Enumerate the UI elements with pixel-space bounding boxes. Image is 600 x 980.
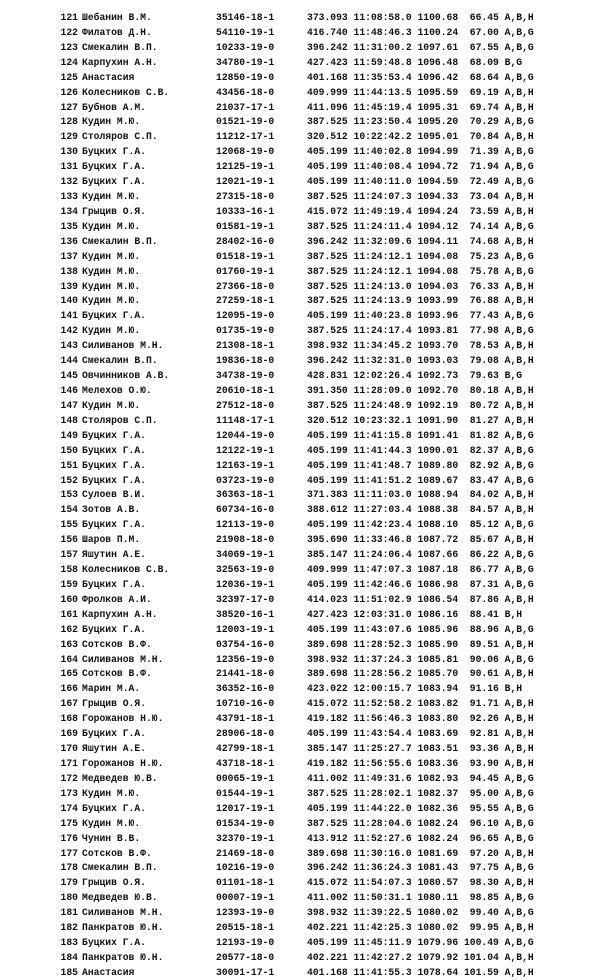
code-cell: 01735-19-0 <box>216 325 275 337</box>
rank-cell: 171 <box>60 758 78 769</box>
rank-cell: 136 <box>60 235 78 247</box>
values-cell: 409.999 11:44:13.5 1095.59 69.19 A,B,H <box>307 86 534 98</box>
name-cell: Буцких Г.А. <box>82 429 146 441</box>
name-cell: Буцких Г.А. <box>82 937 146 949</box>
name-cell: Буцких Г.А. <box>82 519 146 531</box>
name-cell: Буцких Г.А. <box>82 459 146 471</box>
code-cell: 10710-16-0 <box>216 698 275 710</box>
values-cell: 396.242 11:32:09.6 1094.11 74.68 A,B,H <box>307 235 534 247</box>
rank-cell: 185 <box>60 966 78 978</box>
rank-cell: 149 <box>60 429 78 441</box>
values-cell: 423.022 12:00:15.7 1083.94 91.16 B,H <box>307 683 523 695</box>
name-cell: Панкратов Ю.Н. <box>82 951 164 963</box>
code-cell: 12068-19-0 <box>216 146 275 158</box>
values-cell: 387.525 11:24:07.3 1094.33 73.04 A,B,H <box>307 191 534 203</box>
code-cell: 21037-17-1 <box>216 101 275 113</box>
rank-cell: 175 <box>60 817 78 829</box>
values-cell: 405.199 11:43:54.4 1083.69 92.81 A,B,H <box>307 728 534 740</box>
code-cell: 12003-19-1 <box>216 623 275 635</box>
values-cell: 405.199 11:40:11.0 1094.59 72.49 A,B,G <box>307 176 534 188</box>
name-cell: Кудин М.Ю. <box>82 787 141 799</box>
code-cell: 34780-19-1 <box>216 56 275 68</box>
code-cell: 10333-16-1 <box>216 205 275 217</box>
code-cell: 11148-17-1 <box>216 414 275 426</box>
name-cell: Шебанин В.М. <box>82 12 152 23</box>
code-cell: 01101-18-1 <box>216 877 275 889</box>
name-cell: Смекалин В.П. <box>82 355 158 367</box>
values-cell: 405.199 11:44:22.0 1082.36 95.55 A,B,G <box>307 802 534 814</box>
rank-cell: 130 <box>60 146 78 158</box>
name-cell: Зотов А.В. <box>82 504 141 516</box>
rank-cell: 164 <box>60 653 78 665</box>
values-cell: 389.698 11:30:16.0 1081.69 97.20 A,B,H <box>307 847 534 859</box>
rank-cell: 125 <box>60 71 78 83</box>
code-cell: 30091-17-1 <box>216 966 275 978</box>
code-cell: 21441-18-0 <box>216 668 275 680</box>
rank-cell: 132 <box>60 176 78 188</box>
name-cell: Смекалин В.П. <box>82 862 158 874</box>
name-cell: Чунин В.В. <box>82 832 141 844</box>
rank-cell: 151 <box>60 459 78 471</box>
name-cell: Кудин М.Ю. <box>82 399 141 411</box>
code-cell: 00007-19-1 <box>216 892 275 904</box>
values-cell: 427.423 12:03:31.0 1086.16 88.41 B,H <box>307 608 523 620</box>
rank-cell: 174 <box>60 802 78 814</box>
values-cell: 415.072 11:54:07.3 1080.57 98.30 A,B,H <box>307 877 534 889</box>
code-cell: 27366-18-0 <box>216 280 275 292</box>
name-cell: Анастасия <box>82 71 135 83</box>
values-cell: 387.525 11:24:17.4 1093.81 77.98 A,B,G <box>307 325 534 337</box>
rank-cell: 183 <box>60 937 78 949</box>
values-cell: 387.525 11:23:50.4 1095.20 70.29 A,B,G <box>307 116 534 128</box>
values-cell: 411.002 11:50:31.1 1080.11 98.85 A,B,G <box>307 892 534 904</box>
name-cell: Кудин М.Ю. <box>82 295 141 307</box>
rank-cell: 140 <box>60 295 78 307</box>
name-cell: Кудин М.Ю. <box>82 220 141 232</box>
values-cell: 387.525 11:28:02.1 1082.37 95.00 A,B,G <box>307 787 534 799</box>
values-cell: 405.199 11:43:07.6 1085.96 88.96 A,B,G <box>307 623 534 635</box>
code-cell: 42799-18-1 <box>216 743 275 755</box>
name-cell: Кудин М.Ю. <box>82 191 141 203</box>
name-cell: Панкратов Ю.Н. <box>82 922 164 934</box>
values-cell: 385.147 11:25:27.7 1083.51 93.36 A,B,H <box>307 743 534 755</box>
rank-cell: 157 <box>60 549 78 561</box>
name-cell: Буцких Г.А. <box>82 444 146 456</box>
values-cell: 419.182 11:56:46.3 1083.80 92.26 A,B,H <box>307 713 534 725</box>
values-cell: 401.168 11:35:53.4 1096.42 68.64 A,B,G <box>307 71 534 83</box>
rank-cell: 182 <box>60 922 78 934</box>
name-cell: Буцких Г.А. <box>82 474 146 486</box>
name-cell: Столяров С.П. <box>82 414 158 426</box>
values-cell: 402.221 11:42:25.3 1080.02 99.95 A,B,H <box>307 922 534 934</box>
rank-cell: 177 <box>60 847 78 859</box>
code-cell: 27315-18-0 <box>216 191 275 203</box>
rank-cell: 122 <box>60 26 78 38</box>
name-cell: Буцких Г.А. <box>82 161 146 173</box>
rank-cell: 142 <box>60 325 78 337</box>
name-cell: Грыцив О.Я. <box>82 877 146 889</box>
name-cell: Колесников С.В. <box>82 564 170 576</box>
code-cell: 43718-18-1 <box>216 758 275 769</box>
code-cell: 34738-19-0 <box>216 370 275 382</box>
code-cell: 03723-19-0 <box>216 474 275 486</box>
rank-cell: 170 <box>60 743 78 755</box>
rank-cell: 141 <box>60 310 78 322</box>
name-cell: Грыцив О.Я. <box>82 698 146 710</box>
code-cell: 19836-18-0 <box>216 355 275 367</box>
values-cell: 409.999 11:47:07.3 1087.18 86.77 A,B,G <box>307 564 534 576</box>
values-cell: 389.698 11:28:56.2 1085.70 90.61 A,B,H <box>307 668 534 680</box>
rank-cell: 147 <box>60 399 78 411</box>
code-cell: 32563-19-0 <box>216 564 275 576</box>
name-cell: Силиванов М.Н. <box>82 340 164 352</box>
values-cell: 396.242 11:32:31.0 1093.03 79.08 A,B,H <box>307 355 534 367</box>
name-cell: Силиванов М.Н. <box>82 653 164 665</box>
code-cell: 12095-19-0 <box>216 310 275 322</box>
rank-cell: 150 <box>60 444 78 456</box>
values-cell: 405.199 11:41:51.2 1089.67 83.47 A,B,G <box>307 474 534 486</box>
rank-cell: 165 <box>60 668 78 680</box>
rank-cell: 154 <box>60 504 78 516</box>
rank-cell: 138 <box>60 265 78 277</box>
code-cell: 21469-18-0 <box>216 847 275 859</box>
name-cell: Столяров С.П. <box>82 131 158 143</box>
rank-cell: 173 <box>60 787 78 799</box>
code-cell: 12122-19-1 <box>216 444 275 456</box>
rank-cell: 153 <box>60 489 78 501</box>
rank-cell: 160 <box>60 593 78 605</box>
code-cell: 20577-18-0 <box>216 951 275 963</box>
name-cell: Фролков А.И. <box>82 593 152 605</box>
values-cell: 416.740 11:48:46.3 1100.24 67.00 A,B,G <box>307 26 534 38</box>
name-cell: Яшутин А.Е. <box>82 549 146 561</box>
values-cell: 414.023 11:51:02.9 1086.54 87.86 A,B,H <box>307 593 534 605</box>
rank-cell: 143 <box>60 340 78 352</box>
values-cell: 405.199 11:45:11.9 1079.96 100.49 A,B,G <box>307 937 534 949</box>
code-cell: 43456-18-0 <box>216 86 275 98</box>
name-cell: Медведев Ю.В. <box>82 772 158 784</box>
rank-cell: 127 <box>60 101 78 113</box>
rank-cell: 158 <box>60 564 78 576</box>
rank-cell: 134 <box>60 205 78 217</box>
name-cell: Кудин М.Ю. <box>82 817 141 829</box>
code-cell: 12036-19-1 <box>216 578 275 590</box>
rank-cell: 129 <box>60 131 78 143</box>
values-cell: 389.698 11:28:52.3 1085.90 89.51 A,B,H <box>307 638 534 650</box>
values-cell: 387.525 11:24:48.9 1092.19 80.72 A,B,H <box>307 399 534 411</box>
code-cell: 20610-18-1 <box>216 385 275 396</box>
code-cell: 12021-19-1 <box>216 176 275 188</box>
values-cell: 405.199 11:40:02.8 1094.99 71.39 A,B,G <box>307 146 534 158</box>
code-cell: 38520-16-1 <box>216 608 275 620</box>
code-cell: 10233-19-0 <box>216 41 275 53</box>
name-cell: Сотсков В.Ф. <box>82 668 152 680</box>
rank-cell: 148 <box>60 414 78 426</box>
rank-cell: 166 <box>60 683 78 695</box>
code-cell: 00065-19-1 <box>216 772 275 784</box>
values-cell: 398.932 11:34:45.2 1093.70 78.53 A,B,H <box>307 340 534 352</box>
values-cell: 373.093 11:08:58.0 1100.68 66.45 A,B,H <box>307 12 534 23</box>
code-cell: 35146-18-1 <box>216 12 275 23</box>
values-cell: 402.221 11:42:27.2 1079.92 101.04 A,B,H <box>307 951 534 963</box>
name-cell: Буцких Г.А. <box>82 728 146 740</box>
code-cell: 12017-19-1 <box>216 802 275 814</box>
rank-cell: 145 <box>60 370 78 382</box>
values-cell: 387.525 11:28:04.6 1082.24 96.10 A,B,G <box>307 817 534 829</box>
name-cell: Буцких Г.А. <box>82 310 146 322</box>
name-cell: Горожанов Н.Ю. <box>82 758 164 769</box>
values-cell: 387.525 11:24:12.1 1094.08 75.23 A,B,G <box>307 250 534 262</box>
name-cell: Карпухин А.Н. <box>82 56 158 68</box>
code-cell: 12393-19-0 <box>216 907 275 919</box>
values-cell: 391.350 11:28:09.0 1092.70 80.18 A,B,H <box>307 385 534 396</box>
code-cell: 03754-16-0 <box>216 638 275 650</box>
values-cell: 405.199 11:42:23.4 1088.10 85.12 A,B,G <box>307 519 534 531</box>
code-cell: 21308-18-1 <box>216 340 275 352</box>
values-cell: 385.147 11:24:06.4 1087.66 86.22 A,B,G <box>307 549 534 561</box>
values-cell: 371.383 11:11:03.0 1088.94 84.02 A,B,H <box>307 489 534 501</box>
values-cell: 320.512 10:23:32.1 1091.90 81.27 A,B,H <box>307 414 534 426</box>
code-cell: 12163-19-1 <box>216 459 275 471</box>
name-cell: Медведев Ю.В. <box>82 892 158 904</box>
name-cell: Буцких Г.А. <box>82 802 146 814</box>
name-cell: Шаров П.М. <box>82 534 141 546</box>
values-cell: 415.072 11:49:19.4 1094.24 73.59 A,B,H <box>307 205 534 217</box>
name-cell: Анастасия <box>82 966 135 978</box>
rank-cell: 168 <box>60 713 78 725</box>
values-cell: 320.512 10:22:42.2 1095.01 70.84 A,B,H <box>307 131 534 143</box>
rank-cell: 163 <box>60 638 78 650</box>
rank-cell: 126 <box>60 86 78 98</box>
rank-cell: 178 <box>60 862 78 874</box>
name-cell: Мелехов О.Ю. <box>82 385 152 396</box>
code-cell: 54110-19-1 <box>216 26 275 38</box>
rank-cell: 161 <box>60 608 78 620</box>
values-cell: 387.525 11:24:12.1 1094.08 75.78 A,B,G <box>307 265 534 277</box>
code-cell: 01581-19-1 <box>216 220 275 232</box>
name-cell: Сулоев В.И. <box>82 489 146 501</box>
rank-cell: 137 <box>60 250 78 262</box>
name-cell: Грыцив О.Я. <box>82 205 146 217</box>
code-cell: 20515-18-1 <box>216 922 275 934</box>
values-cell: 405.199 11:42:46.6 1086.98 87.31 A,B,G <box>307 578 534 590</box>
values-cell: 413.912 11:52:27.6 1082.24 96.65 A,B,G <box>307 832 534 844</box>
code-cell: 10216-19-0 <box>216 862 275 874</box>
name-cell: Карпухин А.Н. <box>82 608 158 620</box>
code-cell: 12850-19-0 <box>216 71 275 83</box>
values-cell: 427.423 11:59:48.8 1096.48 68.09 B,G <box>307 56 523 68</box>
code-cell: 32397-17-0 <box>216 593 275 605</box>
code-cell: 01534-19-0 <box>216 817 275 829</box>
name-cell: Кудин М.Ю. <box>82 116 141 128</box>
values-cell: 388.612 11:27:03.4 1088.38 84.57 A,B,H <box>307 504 534 516</box>
rank-cell: 131 <box>60 161 78 173</box>
values-cell: 405.199 11:40:23.8 1093.96 77.43 A,B,G <box>307 310 534 322</box>
rank-cell: 179 <box>60 877 78 889</box>
rank-cell: 180 <box>60 892 78 904</box>
name-cell: Марин М.А. <box>82 683 141 695</box>
name-cell: Смекалин В.П. <box>82 235 158 247</box>
rank-cell: 146 <box>60 385 78 396</box>
name-cell: Бубнов А.М. <box>82 101 146 113</box>
code-cell: 11212-17-1 <box>216 131 275 143</box>
rank-cell: 181 <box>60 907 78 919</box>
code-cell: 12044-19-0 <box>216 429 275 441</box>
name-cell: Кудин М.Ю. <box>82 265 141 277</box>
code-cell: 32370-19-1 <box>216 832 275 844</box>
code-cell: 34069-19-1 <box>216 549 275 561</box>
name-cell: Колесников С.В. <box>82 86 170 98</box>
code-cell: 27259-18-1 <box>216 295 275 307</box>
rank-cell: 124 <box>60 56 78 68</box>
code-cell: 12125-19-1 <box>216 161 275 173</box>
name-cell: Кудин М.Ю. <box>82 280 141 292</box>
code-cell: 01544-19-1 <box>216 787 275 799</box>
code-cell: 43791-18-1 <box>216 713 275 725</box>
rank-cell: 139 <box>60 280 78 292</box>
name-cell: Яшутин А.Е. <box>82 743 146 755</box>
values-cell: 405.199 11:40:08.4 1094.72 71.94 A,B,G <box>307 161 534 173</box>
values-cell: 411.002 11:49:31.6 1082.93 94.45 A,B,G <box>307 772 534 784</box>
values-cell: 428.831 12:02:26.4 1092.73 79.63 B,G <box>307 370 523 382</box>
rank-cell: 123 <box>60 41 78 53</box>
values-cell: 396.242 11:31:00.2 1097.61 67.55 A,B,G <box>307 41 534 53</box>
values-cell: 395.690 11:33:46.8 1087.72 85.67 A,B,H <box>307 534 534 546</box>
rank-cell: 159 <box>60 578 78 590</box>
rank-cell: 156 <box>60 534 78 546</box>
code-cell: 36363-18-1 <box>216 489 275 501</box>
name-cell: Горожанов Н.Ю. <box>82 713 164 725</box>
code-cell: 36352-16-0 <box>216 683 275 695</box>
name-cell: Сотсков В.Ф. <box>82 638 152 650</box>
rank-cell: 121 <box>60 12 78 23</box>
code-cell: 12113-19-0 <box>216 519 275 531</box>
code-cell: 12193-19-0 <box>216 937 275 949</box>
values-cell: 415.072 11:52:58.2 1083.82 91.71 A,B,H <box>307 698 534 710</box>
values-cell: 405.199 11:41:44.3 1090.01 82.37 A,B,G <box>307 444 534 456</box>
code-cell: 27512-18-0 <box>216 399 275 411</box>
name-cell: Буцких Г.А. <box>82 623 146 635</box>
name-cell: Буцких Г.А. <box>82 578 146 590</box>
name-cell: Кудин М.Ю. <box>82 250 141 262</box>
rank-cell: 184 <box>60 951 78 963</box>
name-cell: Филатов Д.Н. <box>82 26 152 38</box>
values-cell: 398.932 11:37:24.3 1085.81 90.06 A,B,G <box>307 653 534 665</box>
rank-cell: 176 <box>60 832 78 844</box>
name-cell: Буцких Г.А. <box>82 176 146 188</box>
values-cell: 401.168 11:41:55.3 1078.64 101.59 A,B,H <box>307 966 534 978</box>
rank-cell: 172 <box>60 772 78 784</box>
values-cell: 387.525 11:24:13.0 1094.03 76.33 A,B,H <box>307 280 534 292</box>
code-cell: 01518-19-1 <box>216 250 275 262</box>
code-cell: 60734-16-0 <box>216 504 275 516</box>
rank-cell: 155 <box>60 519 78 531</box>
code-cell: 12356-19-0 <box>216 653 275 665</box>
values-cell: 411.096 11:45:19.4 1095.31 69.74 A,B,H <box>307 101 534 113</box>
code-cell: 21908-18-0 <box>216 534 275 546</box>
values-cell: 387.525 11:24:13.9 1093.99 76.88 A,B,H <box>307 295 534 307</box>
values-cell: 405.199 11:41:15.8 1091.41 81.82 A,B,G <box>307 429 534 441</box>
rank-cell: 152 <box>60 474 78 486</box>
rank-cell: 135 <box>60 220 78 232</box>
name-cell: Сотсков В.Ф. <box>82 847 152 859</box>
values-cell: 419.182 11:56:55.6 1083.36 93.90 A,B,H <box>307 758 534 769</box>
rank-cell: 169 <box>60 728 78 740</box>
name-cell: Кудин М.Ю. <box>82 325 141 337</box>
code-cell: 28402-16-0 <box>216 235 275 247</box>
rank-cell: 167 <box>60 698 78 710</box>
name-cell: Смекалин В.П. <box>82 41 158 53</box>
code-cell: 01760-19-1 <box>216 265 275 277</box>
values-cell: 387.525 11:24:11.4 1094.12 74.14 A,B,G <box>307 220 534 232</box>
rank-cell: 133 <box>60 191 78 203</box>
values-cell: 405.199 11:41:48.7 1089.80 82.92 A,B,G <box>307 459 534 471</box>
rank-cell: 144 <box>60 355 78 367</box>
rank-cell: 162 <box>60 623 78 635</box>
code-cell: 01521-19-0 <box>216 116 275 128</box>
name-cell: Овчинников А.В. <box>82 370 170 382</box>
values-cell: 398.932 11:39:22.5 1080.02 99.40 A,B,G <box>307 907 534 919</box>
values-cell: 396.242 11:36:24.3 1081.43 97.75 A,B,G <box>307 862 534 874</box>
code-cell: 28906-18-0 <box>216 728 275 740</box>
name-cell: Буцких Г.А. <box>82 146 146 158</box>
rank-cell: 128 <box>60 116 78 128</box>
name-cell: Силиванов М.Н. <box>82 907 164 919</box>
